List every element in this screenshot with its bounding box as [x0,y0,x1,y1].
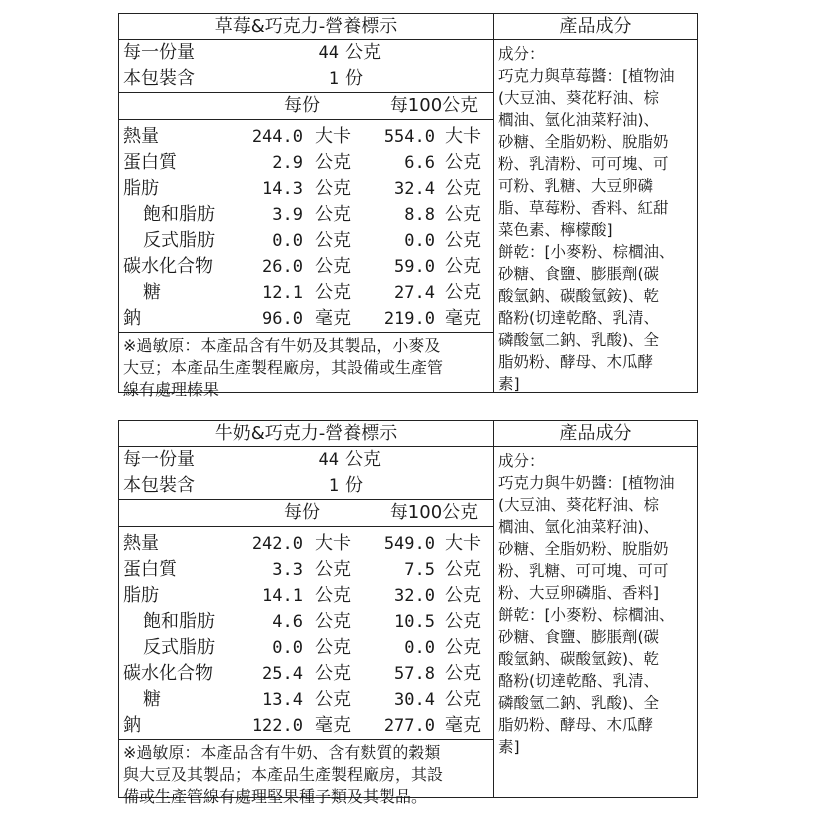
ingredients-line: 磷酸氫二鈉、乳酸)、全 [498,694,660,712]
nutrient-name: 蛋白質 [123,152,177,173]
nutrient-name: 碳水化合物 [123,663,213,684]
per-serving-value: 25.4 [262,664,303,684]
per-serving-unit: 公克 [315,637,351,658]
col-per-100g: 每100公克 [389,95,479,116]
per-serving-value: 244.0 [251,127,303,147]
allergen-line: ※過敏原：本產品含有牛奶、含有麩質的穀類 [123,743,441,762]
allergen-line: 大豆；本產品生產製程廠房，其設備或生產管 [123,358,444,377]
per-serving-unit: 公克 [315,585,351,606]
per-100g-value: 27.4 [394,283,435,303]
per-100g-value: 6.6 [404,153,435,173]
per-100g-unit: 大卡 [445,126,481,147]
allergen-notice [119,740,493,808]
servings-unit: 份 [345,68,363,89]
per-100g-unit: 大卡 [445,533,481,554]
nutrient-name: 反式脂肪 [143,230,215,251]
serving-size-row [119,447,493,473]
nutrient-row-protein [119,557,493,583]
per-serving-value: 14.3 [262,179,303,199]
ingredients-line: 砂糖、食鹽、膨脹劑(碳 [498,628,660,646]
ingredients-section [494,421,697,797]
per-serving-unit: 公克 [315,256,351,277]
per-100g-value: 10.5 [394,612,435,632]
ingredients-line: (大豆油、葵花籽油、棕 [498,496,660,514]
per-100g-unit: 公克 [445,689,481,710]
per-100g-value: 32.4 [394,179,435,199]
per-serving-value: 96.0 [262,309,303,329]
per-100g-value: 7.5 [404,560,435,580]
per-serving-value: 4.6 [272,612,303,632]
allergen-line: 備或生產管線有處理堅果種子類及其製品。 [123,787,428,806]
per-100g-unit: 公克 [445,178,481,199]
serving-size-label: 每一份量 [123,449,195,470]
ingredients-text [494,40,697,395]
ingredients-line: 砂糖、全脂奶粉、脫脂奶 [498,540,669,558]
per-serving-unit: 公克 [315,230,351,251]
per-100g-value: 30.4 [394,690,435,710]
col-per-serving: 每份 [284,95,320,116]
serving-size-label: 每一份量 [123,42,195,63]
ingredients-line: 砂糖、全脂奶粉、脫脂奶 [498,133,669,151]
ingredients-line: 砂糖、食鹽、膨脹劑(碳 [498,265,660,283]
nutrient-name: 飽和脂肪 [143,611,215,632]
per-100g-value: 32.0 [394,586,435,606]
per-serving-unit: 公克 [315,689,351,710]
nutrient-name: 熱量 [123,533,159,554]
per-100g-unit: 公克 [445,585,481,606]
per-serving-value: 3.9 [272,205,303,225]
ingredients-line: 櫚油、氫化油菜籽油)、 [498,518,660,536]
per-serving-unit: 公克 [315,559,351,580]
per-serving-value: 0.0 [272,231,303,251]
ingredients-line: 酪粉(切達乾酪、乳清、 [498,672,660,690]
ingredients-line: 粉、大豆卵磷脂、香料] [498,584,660,602]
ingredients-title: 產品成分 [494,14,697,40]
nutrition-panel-milk [118,420,698,806]
nutrition-title: 草莓&巧克力-營養標示 [119,14,493,40]
col-per-serving: 每份 [284,502,320,523]
nutrient-row-sugar [119,280,493,306]
servings-value: 1 [328,476,339,496]
nutrition-title: 牛奶&巧克力-營養標示 [119,421,493,447]
per-serving-unit: 公克 [315,204,351,225]
nutrient-row-trans-fat [119,228,493,254]
nutrient-name: 熱量 [123,126,159,147]
serving-size-unit: 公克 [345,42,381,63]
nutrient-row-sodium [119,713,493,740]
per-serving-unit: 公克 [315,282,351,303]
nutrient-name: 反式脂肪 [143,637,215,658]
servings-value: 1 [328,69,339,89]
ingredients-line: (大豆油、葵花籽油、棕 [498,89,660,107]
nutrient-name: 鈉 [123,715,141,736]
per-100g-value: 219.0 [383,309,435,329]
per-100g-value: 554.0 [383,127,435,147]
per-100g-unit: 公克 [445,256,481,277]
per-serving-value: 242.0 [251,534,303,554]
ingredients-line: 巧克力與牛奶醬：[植物油 [498,474,675,492]
per-100g-value: 57.8 [394,664,435,684]
nutrient-rows [119,527,493,740]
per-100g-value: 59.0 [394,257,435,277]
per-100g-unit: 公克 [445,637,481,658]
per-100g-unit: 毫克 [445,308,481,329]
per-serving-unit: 公克 [315,178,351,199]
per-serving-value: 26.0 [262,257,303,277]
ingredients-line: 櫚油、氫化油菜籽油)、 [498,111,660,129]
ingredients-line: 巧克力與草莓醬：[植物油 [498,67,675,85]
ingredients-line: 菜色素、檸檬酸] [498,221,613,239]
allergen-line: ※過敏原：本產品含有牛奶及其製品，小麥及 [123,336,441,355]
serving-size-value: 44 [318,43,339,63]
nutrient-row-fat [119,176,493,202]
column-header-row [119,499,493,527]
nutrient-row-energy [119,124,493,150]
nutrient-row-sodium [119,306,493,333]
per-serving-value: 14.1 [262,586,303,606]
ingredients-text [494,447,697,758]
per-serving-unit: 大卡 [315,126,351,147]
serving-size-value: 44 [318,450,339,470]
nutrient-name: 糖 [143,689,161,710]
per-100g-value: 8.8 [404,205,435,225]
ingredients-line: 成分： [498,45,545,63]
ingredients-section [494,14,697,392]
ingredients-line: 餅乾：[小麥粉、棕櫚油、 [498,606,675,624]
ingredients-line: 脂奶粉、酵母、木瓜酵 [498,716,654,734]
nutrient-row-carbohydrate [119,661,493,687]
ingredients-line: 粉、乳清粉、可可塊、可 [498,155,669,173]
allergen-line: 線有處理榛果 [123,380,220,399]
nutrient-row-fat [119,583,493,609]
per-100g-value: 0.0 [404,638,435,658]
nutrient-name: 糖 [143,282,161,303]
nutrient-row-saturated-fat [119,609,493,635]
per-serving-unit: 公克 [315,152,351,173]
ingredients-line: 磷酸氫二鈉、乳酸)、全 [498,331,660,349]
per-serving-unit: 公克 [315,611,351,632]
col-per-100g: 每100公克 [389,502,479,523]
nutrient-row-trans-fat [119,635,493,661]
nutrient-name: 脂肪 [123,585,159,606]
per-100g-unit: 公克 [445,204,481,225]
nutrient-row-protein [119,150,493,176]
nutrient-row-saturated-fat [119,202,493,228]
per-serving-value: 0.0 [272,638,303,658]
ingredients-line: 餅乾：[小麥粉、棕櫚油、 [498,243,675,261]
per-serving-unit: 大卡 [315,533,351,554]
serving-size-row [119,40,493,66]
per-100g-value: 0.0 [404,231,435,251]
ingredients-line: 素] [498,375,520,393]
servings-unit: 份 [345,475,363,496]
allergen-notice [119,333,493,401]
per-100g-value: 277.0 [383,716,435,736]
ingredients-line: 酸氫鈉、碳酸氫銨)、乾 [498,650,660,668]
nutrition-facts-section [119,421,494,806]
nutrient-row-carbohydrate [119,254,493,280]
nutrient-name: 鈉 [123,308,141,329]
per-100g-unit: 公克 [445,152,481,173]
serving-size-unit: 公克 [345,449,381,470]
per-100g-unit: 公克 [445,611,481,632]
ingredients-line: 酪粉(切達乾酪、乳清、 [498,309,660,327]
per-serving-unit: 毫克 [315,308,351,329]
per-serving-value: 122.0 [251,716,303,736]
servings-label: 本包裝含 [123,475,195,496]
ingredients-line: 脂、草莓粉、香料、紅甜 [498,199,669,217]
nutrient-name: 飽和脂肪 [143,204,215,225]
nutrient-name: 碳水化合物 [123,256,213,277]
per-serving-unit: 公克 [315,663,351,684]
servings-row [119,473,493,499]
ingredients-line: 素] [498,738,520,756]
nutrition-facts-section [119,14,494,399]
per-serving-value: 2.9 [272,153,303,173]
per-serving-value: 3.3 [272,560,303,580]
per-100g-unit: 公克 [445,230,481,251]
per-100g-unit: 公克 [445,282,481,303]
per-serving-unit: 毫克 [315,715,351,736]
column-header-row [119,92,493,120]
ingredients-line: 粉、乳糖、可可塊、可可 [498,562,669,580]
nutrient-name: 蛋白質 [123,559,177,580]
servings-row [119,66,493,92]
ingredients-line: 成分： [498,452,545,470]
per-100g-unit: 公克 [445,559,481,580]
ingredients-line: 可粉、乳糖、大豆卵磷 [498,177,654,195]
allergen-line: 與大豆及其製品；本產品生產製程廠房，其設 [123,765,444,784]
servings-label: 本包裝含 [123,68,195,89]
nutrient-row-energy [119,531,493,557]
ingredients-line: 酸氫鈉、碳酸氫銨)、乾 [498,287,660,305]
nutrient-rows [119,120,493,333]
per-100g-unit: 毫克 [445,715,481,736]
per-serving-value: 13.4 [262,690,303,710]
per-100g-unit: 公克 [445,663,481,684]
per-serving-value: 12.1 [262,283,303,303]
per-100g-value: 549.0 [383,534,435,554]
ingredients-title: 產品成分 [494,421,697,447]
ingredients-line: 脂奶粉、酵母、木瓜酵 [498,353,654,371]
nutrient-row-sugar [119,687,493,713]
nutrition-panel-strawberry [118,13,698,399]
nutrient-name: 脂肪 [123,178,159,199]
